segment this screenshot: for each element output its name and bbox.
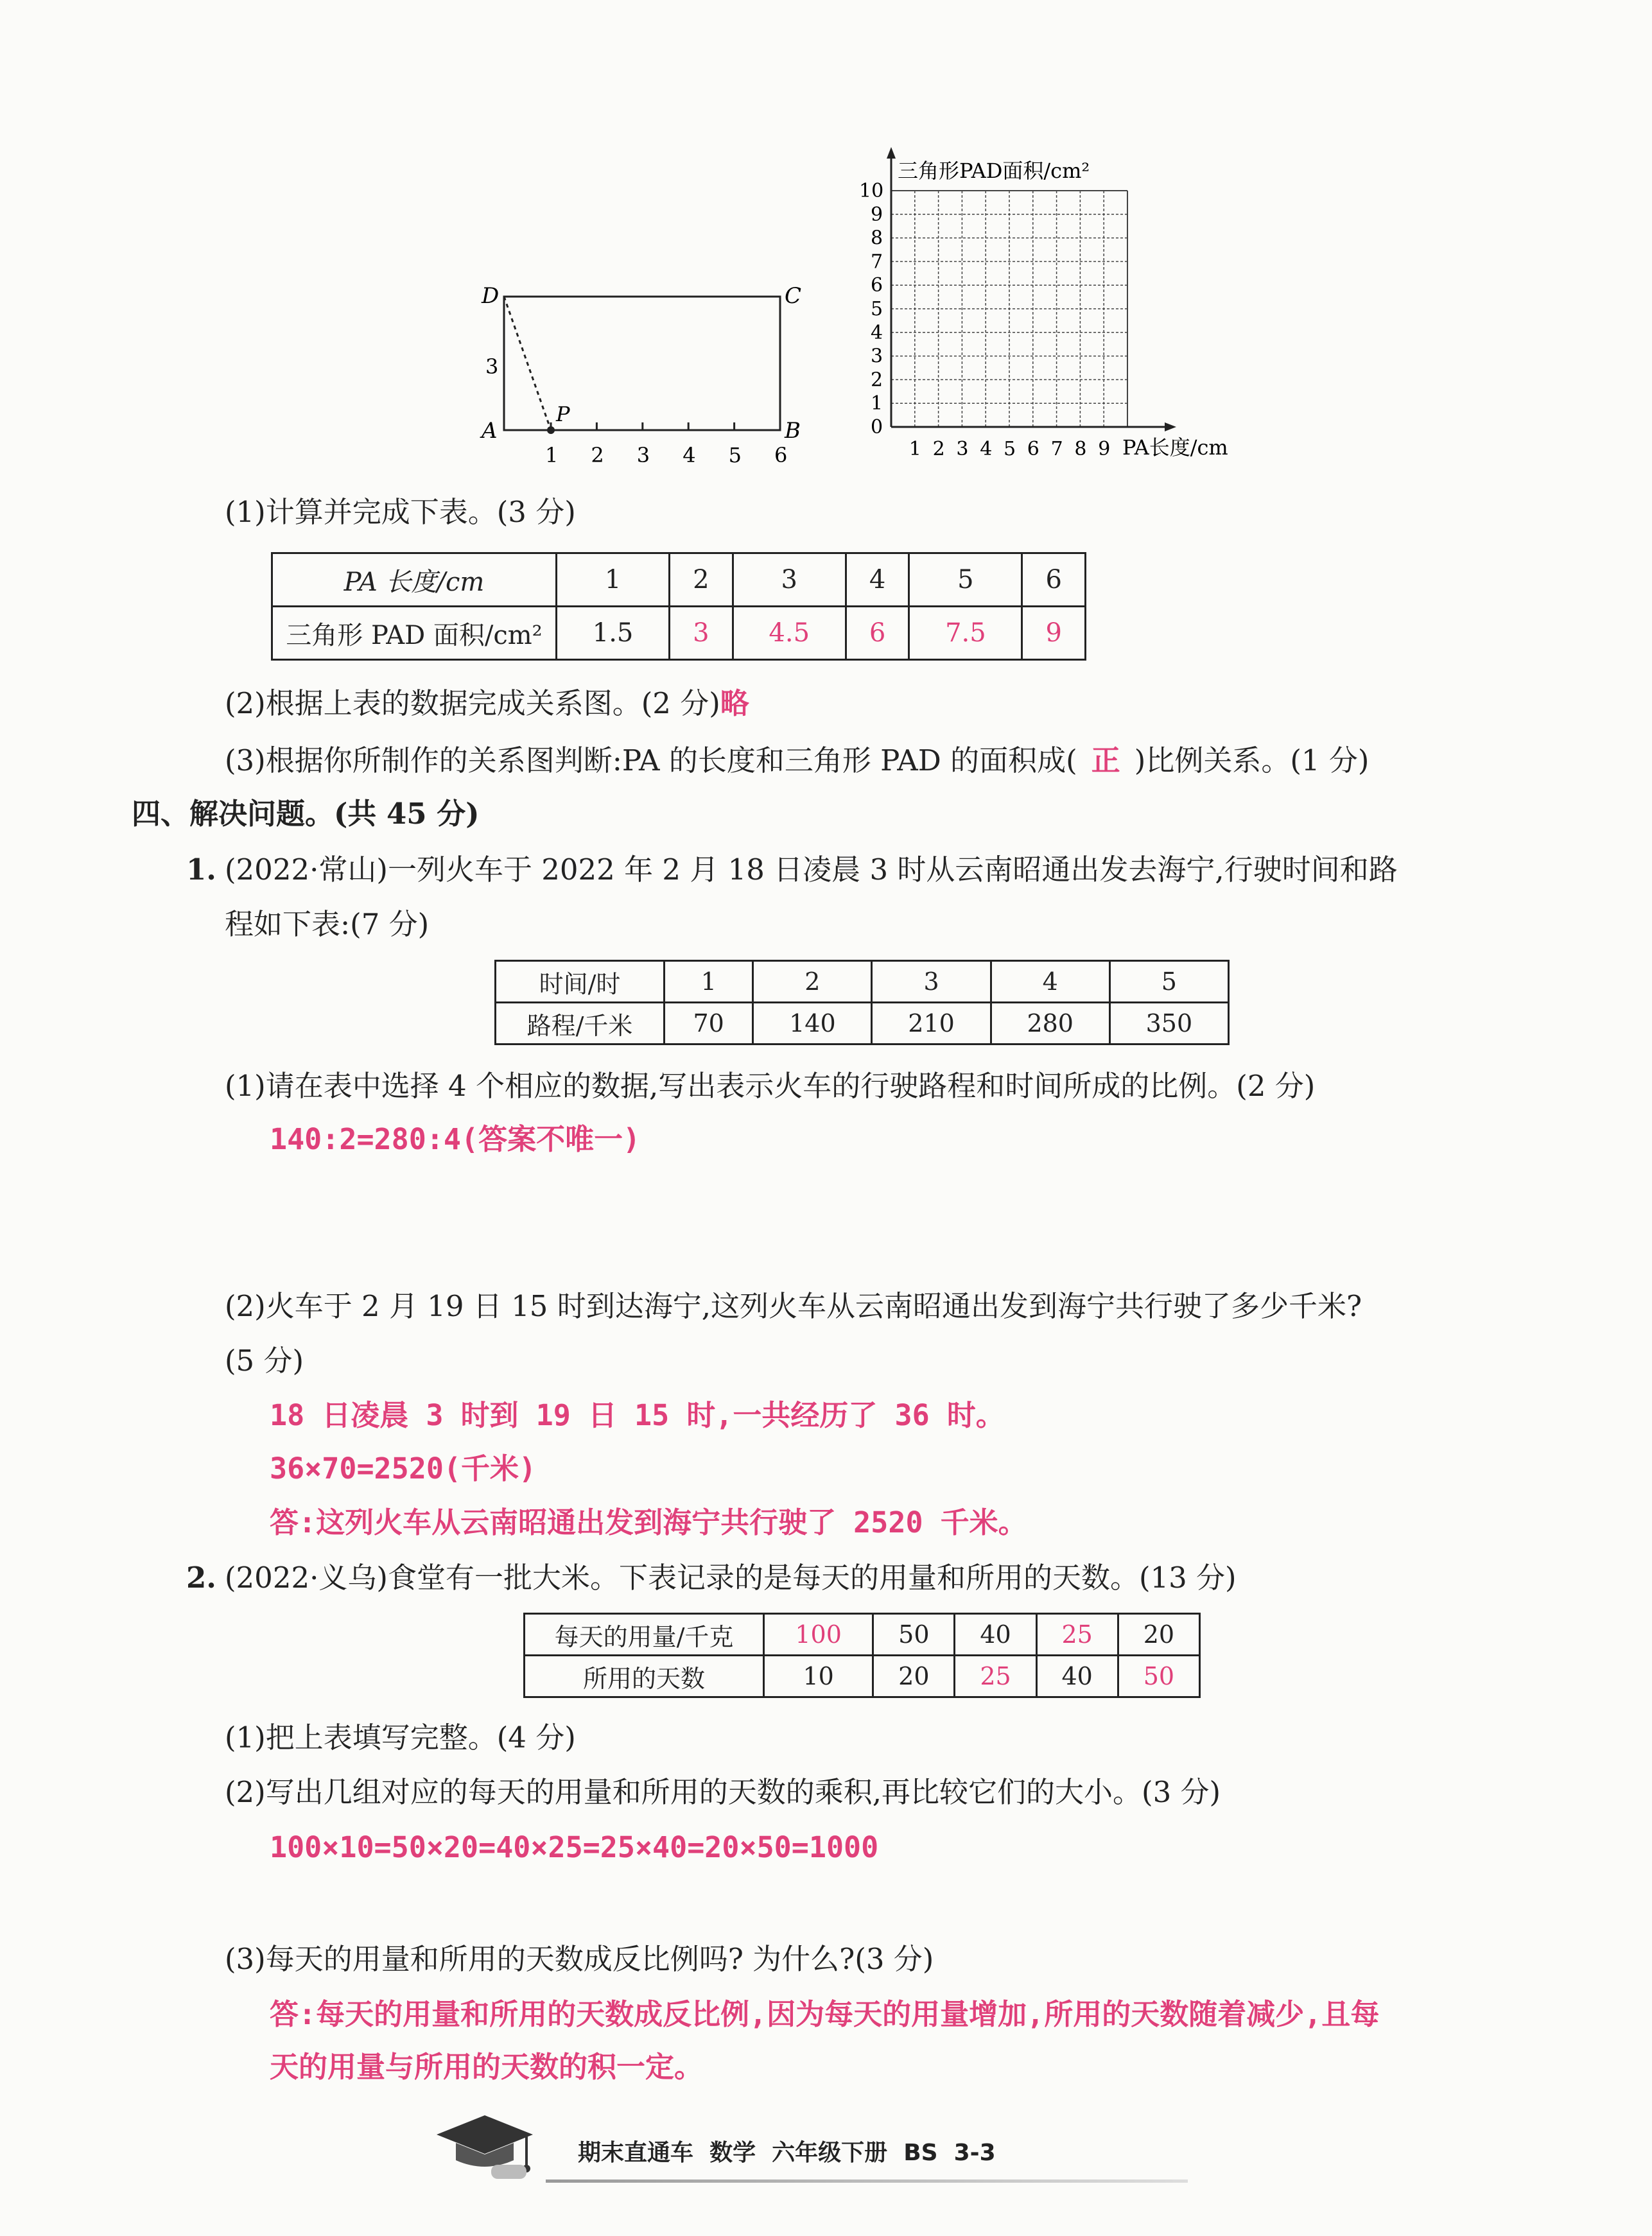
answer-cell: 25 — [955, 1656, 1036, 1697]
section-title: 四、解决问题。(共 45 分) — [132, 797, 480, 831]
x-tick-label: 2 — [932, 438, 945, 460]
table-row — [525, 1656, 1200, 1697]
segment-dp — [504, 297, 551, 430]
table-row — [496, 961, 1229, 1003]
q3-part2 — [225, 684, 749, 723]
q3-part3 — [225, 741, 1369, 780]
relationship-graph — [848, 144, 1258, 472]
y-tick-label: 0 — [871, 416, 883, 438]
q3-part3-answer: 正 — [1091, 743, 1120, 777]
q3-part3-after: )比例关系。(1 分) — [1134, 743, 1369, 777]
row-label: 路程/千米 — [496, 1003, 665, 1044]
table-cell: 280 — [991, 1003, 1109, 1044]
answer-cell: 9 — [1022, 607, 1086, 660]
label-b: B — [785, 418, 801, 444]
q1-part2-answer3: 答:这列火车从云南昭通出发到海宁共行驶了 2520 千米。 — [270, 1505, 1027, 1539]
table-cell: 5 — [1109, 961, 1228, 1003]
tick-label: 3 — [636, 443, 650, 467]
tick-label: 2 — [591, 443, 604, 467]
q1-line2: 程如下表:(7 分) — [225, 907, 430, 941]
table-cell: 10 — [764, 1656, 873, 1697]
answer-cell: 3 — [670, 607, 733, 660]
y-tick-label: 6 — [871, 274, 883, 297]
x-tick-label: 1 — [909, 438, 921, 460]
q3-part2-answer: 略 — [720, 686, 749, 720]
y-tick-label: 8 — [871, 227, 883, 250]
table-row — [272, 553, 1086, 607]
y-tick-label: 3 — [871, 345, 883, 368]
rectangle-abcd — [504, 297, 780, 430]
table-cell: 1 — [557, 553, 670, 607]
tick-label: 6 — [774, 443, 788, 467]
q1-part2-answer2: 36×70=2520(千米) — [270, 1452, 537, 1486]
answer-cell: 25 — [1036, 1614, 1118, 1656]
q2-line1: (2022·义乌)食堂有一批大米。下表记录的是每天的用量和所用的天数。(13 分) — [225, 1561, 1237, 1595]
tick-label: 4 — [683, 443, 696, 467]
q2-part2: (2)写出几组对应的每天的用量和所用的天数的乘积,再比较它们的大小。(3 分) — [225, 1775, 1221, 1809]
x-tick-label: 7 — [1050, 438, 1063, 460]
graph-x-label: PA长度/cm — [1122, 435, 1228, 460]
q1-part2-answer1: 18 日凌晨 3 时到 19 日 15 时,一共经历了 36 时。 — [270, 1398, 1005, 1432]
table-cell: 1.5 — [557, 607, 670, 660]
q1-part2-line1: (2)火车于 2 月 19 日 15 时到达海宁,这列火车从云南昭通出发到海宁共行驶了多少千米? — [225, 1289, 1362, 1323]
label-c: C — [785, 283, 802, 309]
q2-table — [523, 1613, 1201, 1698]
table-cell: 70 — [665, 1003, 753, 1044]
answer-cell: 7.5 — [909, 607, 1022, 660]
y-tick-label: 9 — [871, 203, 883, 226]
q1-table — [494, 960, 1230, 1045]
tick-label: 5 — [728, 443, 742, 467]
table-cell: 4 — [846, 553, 909, 607]
label-a: A — [482, 418, 498, 444]
table-cell: 350 — [1109, 1003, 1228, 1044]
footer-rule — [546, 2180, 1188, 2183]
q3-part1: (1)计算并完成下表。(3 分) — [225, 495, 576, 529]
table-cell: 3 — [872, 961, 991, 1003]
answer-cell: 6 — [846, 607, 909, 660]
q1-number: 1. — [186, 853, 216, 887]
q1-part2-line2: (5 分) — [225, 1344, 304, 1378]
table-row — [272, 607, 1086, 660]
answer-cell: 100 — [764, 1614, 873, 1656]
row-label: 时间/时 — [496, 961, 665, 1003]
table-cell: 210 — [872, 1003, 991, 1044]
table-cell: 40 — [1036, 1656, 1118, 1697]
x-tick-label: 5 — [1004, 438, 1016, 460]
label-d: D — [482, 283, 500, 309]
answer-cell: 4.5 — [733, 607, 846, 660]
table-cell: 40 — [955, 1614, 1036, 1656]
q2-part3: (3)每天的用量和所用的天数成反比例吗? 为什么?(3 分) — [225, 1942, 934, 1976]
q1-part1-answer: 140:2=280:4(答案不唯一) — [270, 1122, 641, 1156]
y-axis-arrow — [887, 147, 896, 159]
table-cell: 6 — [1022, 553, 1086, 607]
x-tick-label: 4 — [980, 438, 993, 460]
row-label: 每天的用量/千克 — [525, 1614, 764, 1656]
q3-part3-before: (3)根据你所制作的关系图判断:PA 的长度和三角形 PAD 的面积成( — [225, 743, 1077, 777]
table-cell: 20 — [1118, 1614, 1199, 1656]
y-tick-label: 2 — [871, 368, 883, 392]
y-tick-label: 10 — [859, 180, 884, 202]
table-cell: 3 — [733, 553, 846, 607]
q2-part3-answer2: 天的用量与所用的天数的积一定。 — [270, 2050, 704, 2084]
x-tick-label: 8 — [1074, 438, 1087, 460]
table-row — [525, 1614, 1200, 1656]
label-p: P — [556, 402, 570, 426]
answer-cell: 50 — [1118, 1656, 1199, 1697]
q3-part2-text: (2)根据上表的数据完成关系图。(2 分) — [225, 686, 720, 720]
graph-y-label: 三角形PAD面积/cm² — [898, 159, 1090, 183]
x-tick-label: 6 — [1027, 438, 1039, 460]
row-label: 三角形 PAD 面积/cm² — [272, 607, 557, 660]
q2-part3-answer1: 答:每天的用量和所用的天数成反比例,因为每天的用量增加,所用的天数随着减少,且每 — [270, 1997, 1380, 2031]
table-cell: 50 — [873, 1614, 955, 1656]
row-label: PA 长度/cm — [272, 553, 557, 607]
q2-part1: (1)把上表填写完整。(4 分) — [225, 1720, 576, 1755]
graduation-cap-icon — [430, 2106, 539, 2189]
footer-text: 期末直通车 数学 六年级下册 BS 3-3 — [578, 2140, 996, 2166]
label-height: 3 — [485, 354, 499, 379]
x-axis-arrow — [1165, 422, 1176, 431]
q2-part2-answer: 100×10=50×20=40×25=25×40=20×50=1000 — [270, 1830, 879, 1864]
y-tick-label: 1 — [871, 392, 883, 415]
row-label: 所用的天数 — [525, 1656, 764, 1697]
q3-table — [271, 552, 1086, 661]
rectangle-diagram — [475, 270, 822, 475]
y-tick-label: 4 — [871, 321, 883, 344]
x-tick-label: 9 — [1098, 438, 1111, 460]
table-cell: 1 — [665, 961, 753, 1003]
table-cell: 5 — [909, 553, 1022, 607]
table-cell: 2 — [670, 553, 733, 607]
q1-line1: (2022·常山)一列火车于 2022 年 2 月 18 日凌晨 3 时从云南昭通出发去海宁,行驶时间和路 — [225, 853, 1398, 887]
table-cell: 4 — [991, 961, 1109, 1003]
x-tick-label: 3 — [956, 438, 969, 460]
table-cell: 140 — [753, 1003, 872, 1044]
y-tick-label: 5 — [871, 298, 883, 320]
table-cell: 2 — [753, 961, 872, 1003]
q2-number: 2. — [186, 1561, 216, 1595]
table-row — [496, 1003, 1229, 1044]
q1-part1: (1)请在表中选择 4 个相应的数据,写出表示火车的行驶路程和时间所成的比例。(2 分) — [225, 1069, 1316, 1103]
table-cell: 20 — [873, 1656, 955, 1697]
y-tick-label: 7 — [871, 250, 883, 273]
tick-label: 1 — [545, 443, 559, 467]
